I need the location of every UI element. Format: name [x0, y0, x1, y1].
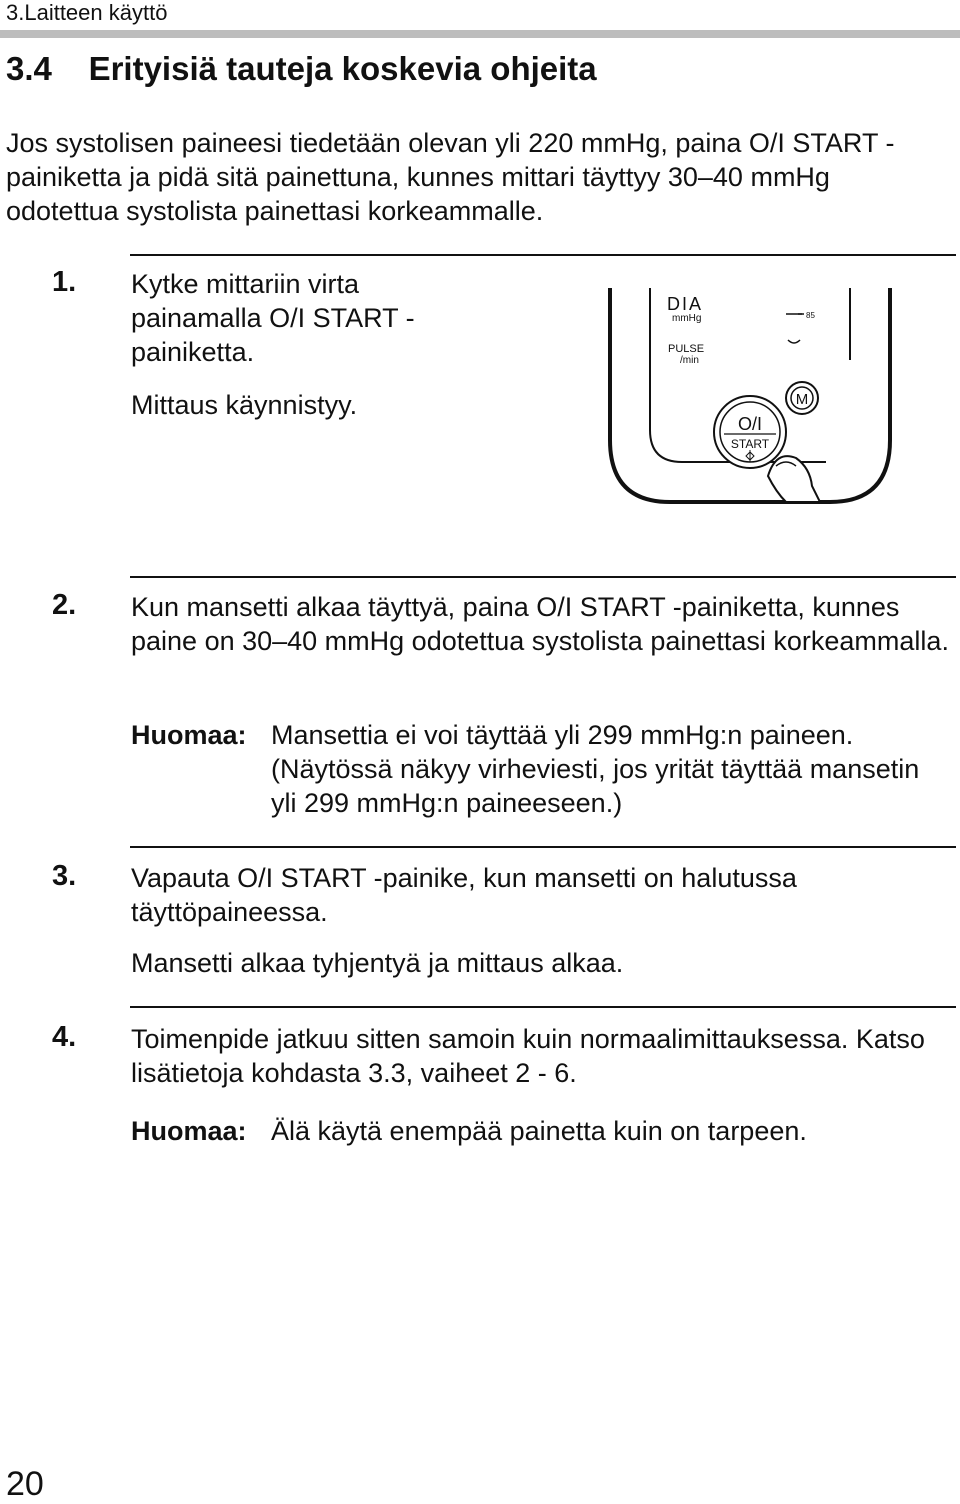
step-3-result: Mansetti alkaa tyhjentyä ja mittaus alkaa.: [131, 948, 624, 978]
step-4-note-label: Huomaa:: [131, 1116, 247, 1146]
page-number: 20: [6, 1465, 44, 1503]
dia-unit: mmHg: [672, 313, 702, 324]
step-4-number: 4.: [52, 1021, 77, 1053]
step-2-note-label: Huomaa:: [131, 720, 247, 750]
scale-mark: 85: [806, 311, 815, 320]
header-divider: [0, 30, 960, 38]
memory-button[interactable]: [786, 382, 818, 414]
step-2-number: 2.: [52, 589, 77, 621]
section-title-text: Erityisiä tauteja koskevia ohjeita: [88, 50, 597, 87]
step-1-divider: [130, 254, 956, 256]
step-2-divider: [130, 576, 956, 578]
step-3-text: Vapauta O/I START -painike, kun mansetti on halutussa täyttöpaineessa.: [131, 863, 797, 927]
device-illustration: [600, 280, 900, 520]
step-4-divider: [130, 1006, 956, 1008]
section-title: [6, 50, 597, 88]
dia-label: DIA: [667, 294, 704, 314]
step-1-result: Mittaus käynnistyy.: [131, 390, 358, 420]
intro-paragraph: Jos systolisen paineesi tiedetään olevan yli 220 mmHg, paina O/I START -painiketta ja pidä sitä painettuna, kunnes mittari täyttyy 30–40 mmHg odotettua systolista painettasi korkeammalle.: [6, 128, 895, 226]
step-2-note-text: Mansettia ei voi täyttää yli 299 mmHg:n paineen. (Näytössä näkyy virheviesti, jos yrität täyttää mansetin yli 299 mmHg:n paineeseen.): [271, 720, 920, 818]
pulse-label: PULSE: [668, 343, 705, 355]
step-1-number: 1.: [52, 266, 77, 298]
step-3-number: 3.: [52, 860, 77, 892]
step-1-text: Kytke mittariin virta painamalla O/I START -painiketta.: [131, 269, 415, 367]
step-4-note-text: Älä käytä enempää painetta kuin on tarpeen.: [271, 1116, 807, 1146]
memory-label: M: [795, 391, 809, 408]
start-button-top: O/I: [737, 414, 763, 434]
step-3-divider: [130, 846, 956, 848]
chapter-header: 3.Laitteen käyttö: [6, 0, 168, 25]
start-button[interactable]: [714, 396, 786, 468]
step-4-text: Toimenpide jatkuu sitten samoin kuin normaalimittauksessa. Katso lisätietoja kohdasta 3.3, vaiheet 2 - 6.: [131, 1024, 925, 1088]
start-button-bottom: START: [730, 437, 770, 451]
step-2-text: Kun mansetti alkaa täyttyä, paina O/I START -painiketta, kunnes paine on 30–40 mmHg odotettua systolista painettasi korkeammalla.: [131, 592, 949, 656]
pulse-unit: /min: [680, 355, 699, 366]
section-number: 3.4: [6, 50, 52, 87]
